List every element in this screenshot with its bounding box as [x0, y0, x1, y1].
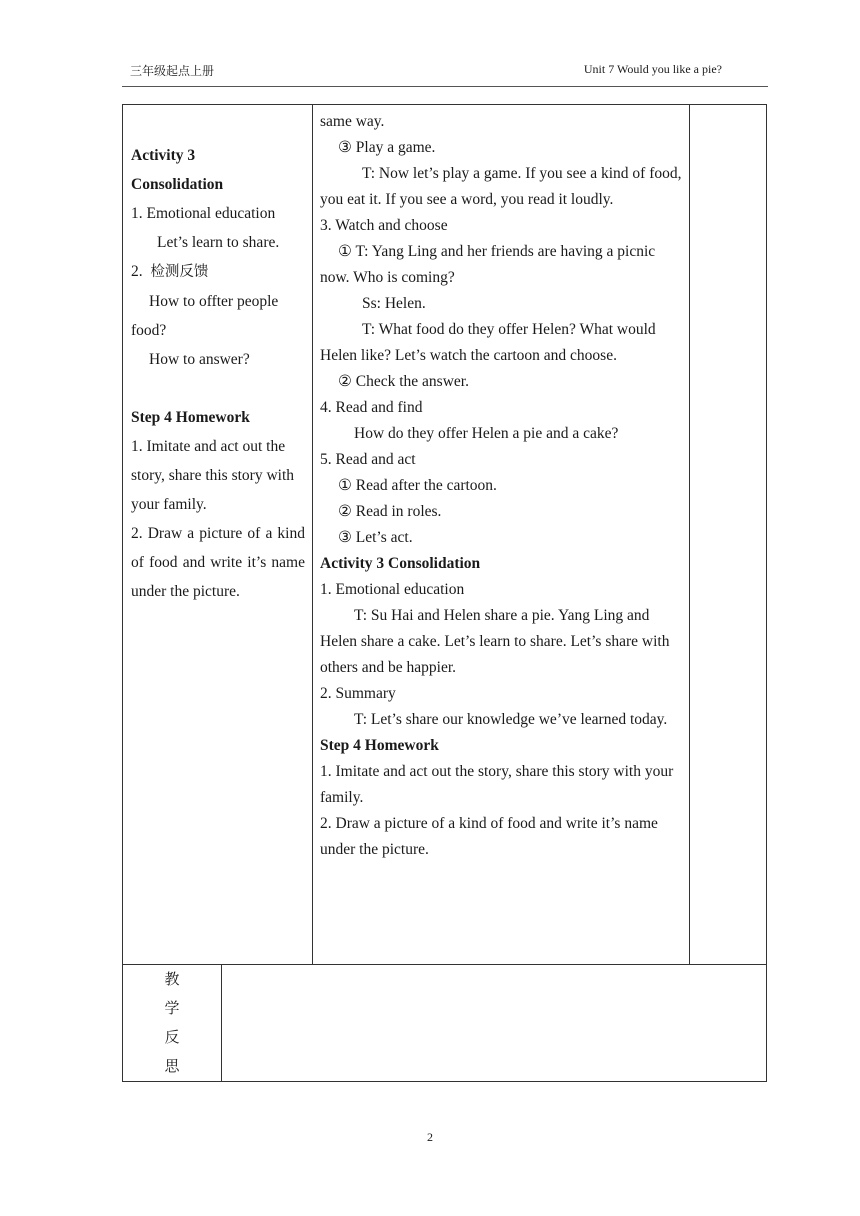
left-item-2-q1: How to offter people food?: [131, 293, 279, 339]
header-grade-label: 三年级起点上册: [130, 64, 215, 78]
left-homework-1: 1. Imitate and act out the story, share this story with your family.: [131, 438, 295, 513]
left-activity-subtitle: Consolidation: [131, 176, 224, 193]
mid-picnic-question: ① T: Yang Ling and her friends are having a picnic now. Who is coming?: [320, 243, 656, 286]
reflection-char-3: 反: [164, 1028, 180, 1046]
reflection-divider: [221, 964, 222, 1081]
left-item-2: 2. 检测反馈: [131, 263, 209, 280]
mid-read-roles: ② Read in roles.: [338, 503, 442, 520]
mid-emotional-education: 1. Emotional education: [320, 581, 465, 598]
left-item-2-q2: How to answer?: [149, 351, 250, 368]
left-homework-title: Step 4 Homework: [131, 409, 250, 426]
mid-homework-2: 2. Draw a picture of a kind of food and write it’s name under the picture.: [320, 815, 658, 858]
left-item-1-detail: Let’s learn to share.: [157, 234, 280, 251]
header-unit-title: Unit 7 Would you like a pie?: [583, 62, 722, 76]
page-number: 2: [427, 1130, 433, 1144]
mid-activity-title: Activity 3 Consolidation: [320, 555, 481, 572]
mid-check-answer: ② Check the answer.: [338, 373, 469, 390]
column-divider-1: [312, 105, 313, 964]
column-divider-2: [689, 105, 690, 964]
mid-ss-answer: Ss: Helen.: [362, 295, 426, 312]
mid-read-after: ① Read after the cartoon.: [338, 477, 497, 494]
mid-summary-text: T: Let’s share our knowledge we’ve learned today.: [354, 711, 668, 728]
mid-food-question: T: What food do they offer Helen? What would Helen like? Let’s watch the cartoon and choose.: [320, 321, 656, 364]
left-item-1: 1. Emotional education: [131, 205, 276, 222]
reflection-char-4: 思: [164, 1057, 180, 1075]
lesson-table: [122, 104, 767, 1082]
mid-line-1: same way.: [320, 113, 385, 130]
mid-lets-act: ③ Let’s act.: [338, 529, 413, 546]
left-homework-2: 2. Draw a picture of a kind of food and write it’s name under the picture.: [131, 525, 305, 600]
mid-summary: 2. Summary: [320, 685, 396, 702]
left-column: [131, 141, 305, 606]
mid-homework-1: 1. Imitate and act out the story, share this story with your family.: [320, 763, 674, 806]
mid-read-find: 4. Read and find: [320, 399, 423, 416]
reflection-char-1: 教: [164, 970, 180, 988]
teaching-reflection-label: [123, 965, 221, 1081]
mid-read-find-question: How do they offer Helen a pie and a cake?: [354, 425, 619, 442]
reflection-char-2: 学: [164, 999, 180, 1017]
mid-read-act: 5. Read and act: [320, 451, 416, 468]
mid-game-instruction: T: Now let’s play a game. If you see a kind of food, you eat it. If you see a word, you read it loudly.: [320, 165, 682, 208]
mid-watch-choose: 3. Watch and choose: [320, 217, 448, 234]
header-divider: [122, 86, 768, 87]
left-activity-title: Activity 3: [131, 147, 196, 164]
mid-homework-title: Step 4 Homework: [320, 737, 439, 754]
left-item-2-cjk: 检测反馈: [150, 264, 209, 280]
middle-column: [320, 109, 685, 863]
mid-play-game: ③ Play a game.: [338, 139, 436, 156]
mid-share-text: T: Su Hai and Helen share a pie. Yang Ling and Helen share a cake. Let’s learn to share. Let’s share with others and be happier.: [320, 607, 670, 676]
